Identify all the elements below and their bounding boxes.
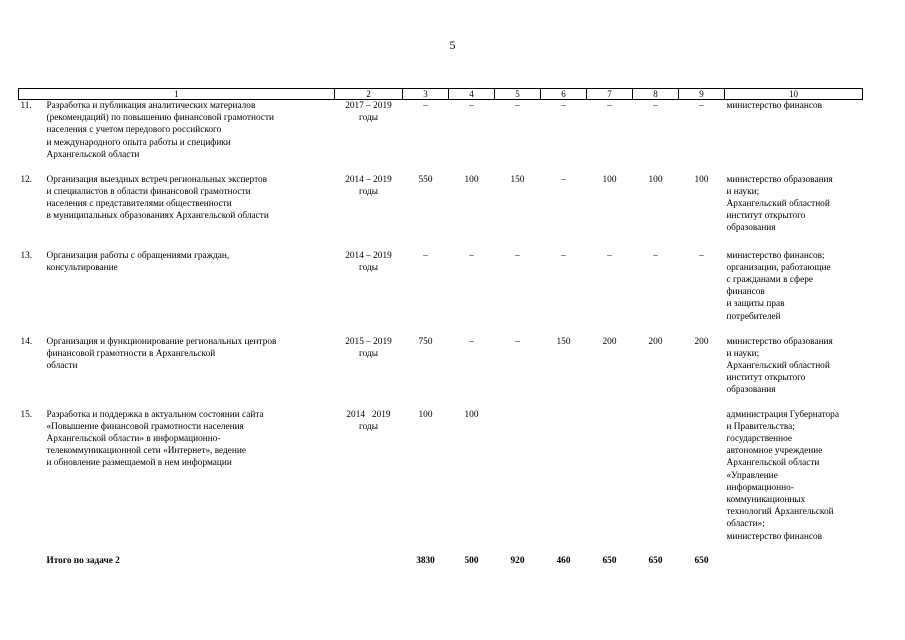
table-row bbox=[19, 100, 863, 174]
row-value: – bbox=[607, 250, 612, 261]
row-value bbox=[679, 409, 725, 555]
total-value: 3830 bbox=[416, 555, 435, 566]
row-number: 15. bbox=[20, 409, 33, 420]
row-description: Организация выездных встреч региональных экспертов и специалистов в области финансовой грамотности населения с представителями общественности в муниципальных образованиях Архангельской области bbox=[46, 174, 269, 222]
column-header: 3 bbox=[403, 89, 449, 100]
row-number: 12. bbox=[20, 174, 33, 185]
row-description: Организация работы с обращениями граждан, консультирование bbox=[46, 250, 230, 273]
row-value: 200 bbox=[694, 336, 709, 347]
row-period: 2015 – 2019 годы bbox=[345, 336, 392, 359]
row-value bbox=[633, 409, 679, 555]
row-value: 100 bbox=[464, 174, 479, 185]
column-header: 9 bbox=[679, 89, 725, 100]
row-value: 100 bbox=[418, 409, 433, 420]
row-value: – bbox=[515, 250, 520, 261]
table-row bbox=[19, 336, 863, 409]
total-value: 650 bbox=[648, 555, 663, 566]
row-executor: министерство финансов bbox=[726, 101, 823, 111]
column-header: 6 bbox=[541, 89, 587, 100]
row-description: Организация и функционирование региональных центров финансовой грамотности в Архангельской области bbox=[46, 336, 277, 371]
column-header: 5 bbox=[495, 89, 541, 100]
row-value: – bbox=[423, 250, 428, 261]
row-value: – bbox=[653, 250, 658, 261]
total-value: 460 bbox=[556, 555, 571, 566]
total-value: 650 bbox=[694, 555, 709, 566]
row-value: 200 bbox=[602, 336, 617, 347]
row-period: 2014 – 2019 годы bbox=[345, 174, 392, 197]
total-value: 650 bbox=[602, 555, 617, 566]
table-row bbox=[19, 250, 863, 336]
page-number: 5 bbox=[449, 38, 456, 52]
row-period: 2014 2019 годы bbox=[346, 409, 391, 432]
row-value: – bbox=[515, 101, 520, 111]
row-value: 150 bbox=[556, 336, 571, 347]
total-value: 500 bbox=[464, 555, 479, 566]
column-header: 8 bbox=[633, 89, 679, 100]
total-value: 920 bbox=[510, 555, 525, 566]
row-value: – bbox=[699, 250, 704, 261]
row-value: 750 bbox=[418, 336, 433, 347]
row-value: – bbox=[469, 336, 474, 347]
row-value: 150 bbox=[510, 174, 525, 185]
row-number: 13. bbox=[20, 250, 33, 261]
row-value: 200 bbox=[648, 336, 663, 347]
column-header: 10 bbox=[725, 89, 863, 100]
column-header: 7 bbox=[587, 89, 633, 100]
table-row bbox=[19, 409, 863, 555]
row-value: – bbox=[469, 101, 474, 111]
row-value: 100 bbox=[602, 174, 617, 185]
row-value: – bbox=[561, 174, 566, 185]
row-executor: администрация Губернатора и Правительства; государственное автономное учреждение Архангельской области «Управление информационно- коммуникационных технологий Архангельской области»; министерство финансов bbox=[726, 409, 839, 542]
row-value: – bbox=[423, 101, 428, 111]
column-header: 4 bbox=[449, 89, 495, 100]
row-executor: министерство образования и науки; Архангельский областной институт открытого образования bbox=[726, 336, 833, 396]
row-value: 100 bbox=[694, 174, 709, 185]
row-value bbox=[495, 409, 541, 555]
total-label: Итого по задаче 2 bbox=[46, 555, 120, 566]
row-value: – bbox=[607, 101, 612, 111]
row-description: Разработка и публикация аналитических материалов (рекомендаций) по повышению финансовой грамотности населения с учетом передового российского и международного опыта работы и специфики Архангельской области bbox=[46, 101, 274, 160]
row-description: Разработка и поддержка в актуальном состоянии сайта «Повышение финансовой грамотности населения Архангельской области» в информационно- телекоммуникационной сети «Интернет», ведение и обновление размещаемой в нем информации bbox=[46, 409, 264, 469]
row-value: – bbox=[515, 336, 520, 347]
column-header: 1 bbox=[19, 89, 335, 100]
row-value bbox=[587, 409, 633, 555]
row-value: – bbox=[561, 250, 566, 261]
row-value bbox=[541, 409, 587, 555]
column-header: 2 bbox=[335, 89, 403, 100]
plan-table bbox=[18, 88, 863, 567]
row-value: – bbox=[561, 101, 566, 111]
row-value: – bbox=[699, 101, 704, 111]
row-value: – bbox=[653, 101, 658, 111]
row-value: 100 bbox=[464, 409, 479, 420]
row-period: 2014 – 2019 годы bbox=[345, 250, 392, 273]
row-value: 550 bbox=[418, 174, 433, 185]
row-period: 2017 – 2019 годы bbox=[345, 101, 392, 124]
row-number: 11. bbox=[20, 101, 32, 111]
row-executor: министерство финансов; организации, работающие с гражданами в сфере финансов и защиты прав потребителей bbox=[726, 250, 831, 322]
column-number-header-row bbox=[19, 89, 863, 100]
row-value: 100 bbox=[648, 174, 663, 185]
row-value: – bbox=[469, 250, 474, 261]
row-number: 14. bbox=[20, 336, 33, 347]
total-row bbox=[19, 555, 863, 567]
table-row bbox=[19, 174, 863, 250]
row-executor: министерство образования и науки; Архангельский областной институт открытого образования bbox=[726, 174, 833, 234]
